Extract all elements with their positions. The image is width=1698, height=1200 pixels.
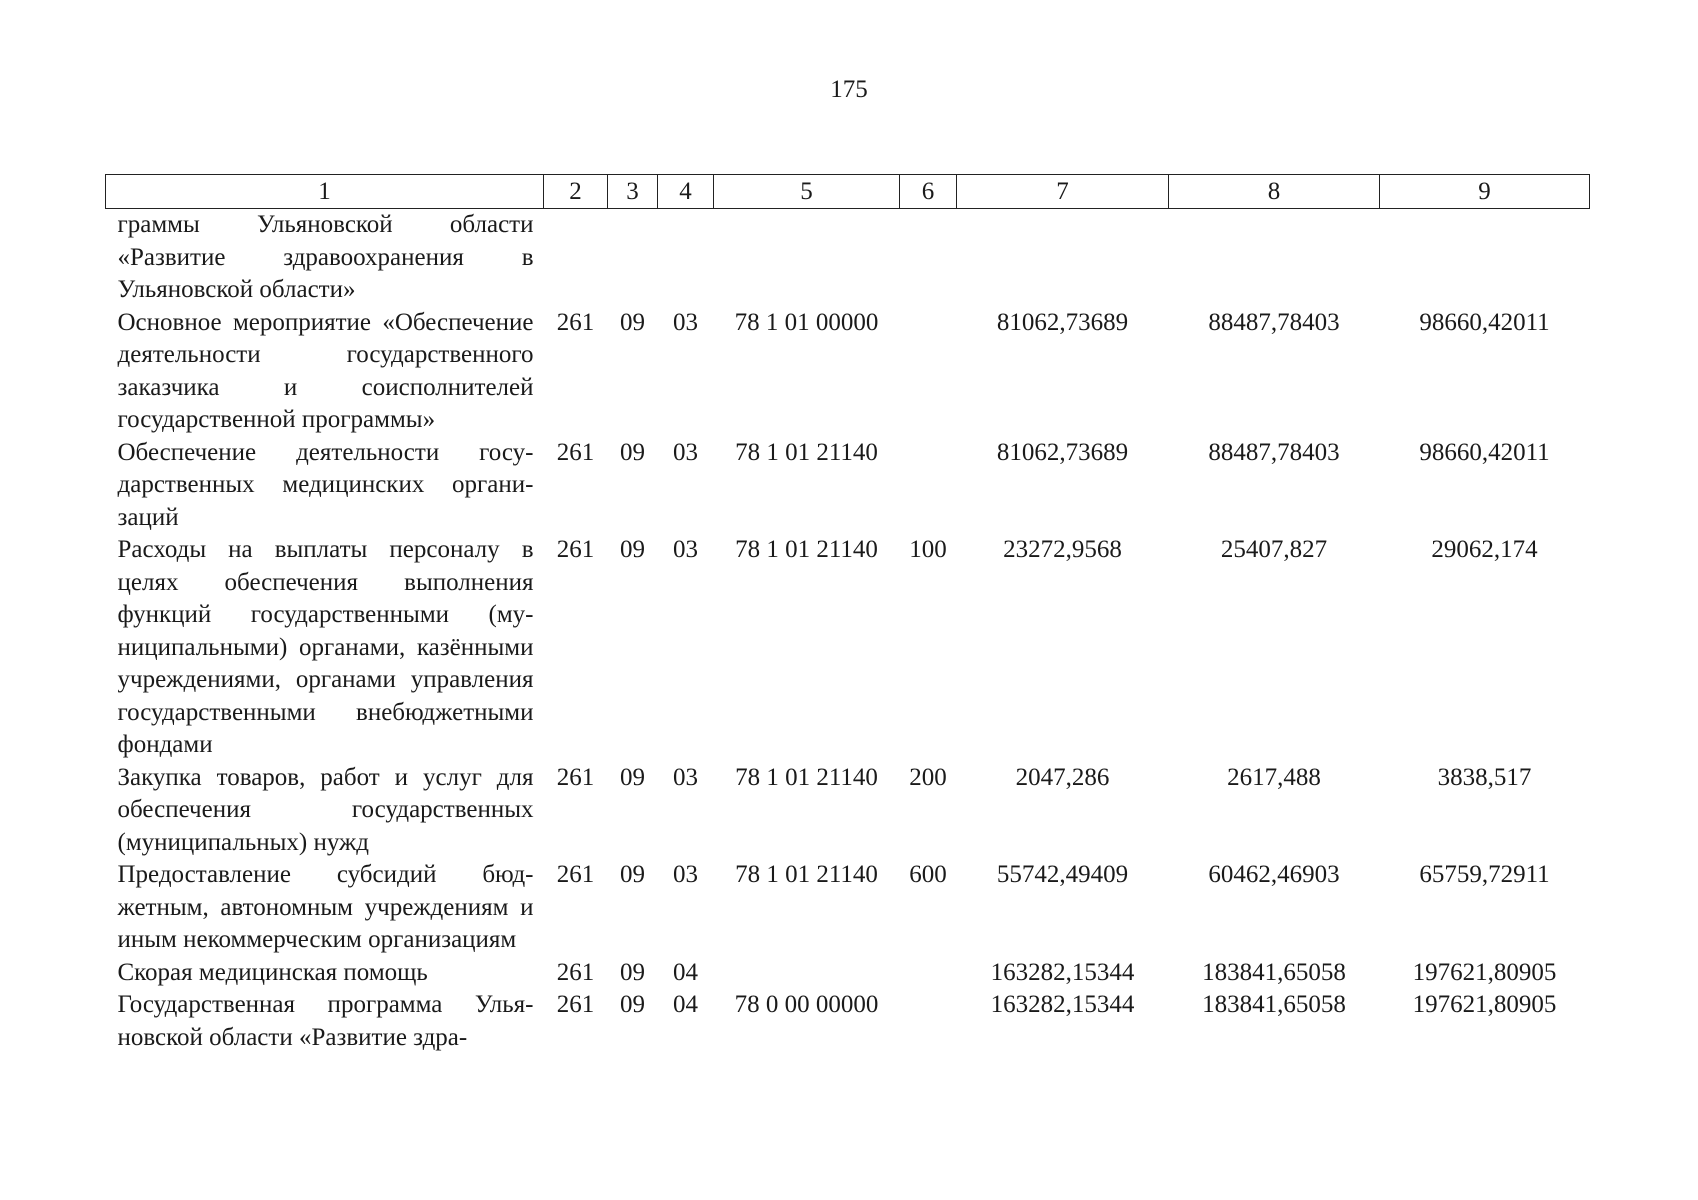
row-col-8: 88487,78403 xyxy=(1208,308,1340,336)
row-name: Обеспечение деятельности государственных медицинских организаций xyxy=(117,438,534,531)
row-col-8: 60462,46903 xyxy=(1208,861,1340,888)
table-row xyxy=(106,209,1590,307)
row-name: граммы Ульяновской области «Развитие здравоохранения в Ульяновской области» xyxy=(117,211,534,303)
row-name: Государственная программа Ульяновской области «Развитие здра- xyxy=(117,991,534,1051)
row-col-4 xyxy=(658,209,714,307)
table-row xyxy=(106,957,1590,990)
row-col-9: 98660,42011 xyxy=(1419,438,1550,466)
row-col-8: 183841,65058 xyxy=(1202,991,1346,1018)
row-col-7: 81062,73689 xyxy=(996,308,1129,336)
page-number: 175 xyxy=(830,76,868,103)
table-row xyxy=(106,859,1590,957)
row-col-7: 2047,286 xyxy=(1015,763,1110,791)
row-col-9: 197621,80905 xyxy=(1412,958,1557,986)
row-col-4: 03 xyxy=(673,763,698,791)
header-col-9: 9 xyxy=(1380,175,1590,209)
header-col-2: 2 xyxy=(544,175,608,209)
header-col-7: 7 xyxy=(957,175,1169,209)
row-col-9: 29062,174 xyxy=(1431,536,1538,563)
row-col-3: 09 xyxy=(620,763,645,791)
row-col-8: 88487,78403 xyxy=(1208,438,1340,466)
row-col-7: 163282,15344 xyxy=(990,991,1135,1018)
header-col-3: 3 xyxy=(608,175,658,209)
header-col-8: 8 xyxy=(1169,175,1380,209)
table-row xyxy=(106,989,1590,1054)
header-col-6: 6 xyxy=(900,175,957,209)
row-col-8 xyxy=(1169,209,1380,307)
row-col-5: 78 1 01 21140 xyxy=(735,438,878,466)
row-col-4: 04 xyxy=(673,991,698,1018)
row-col-8: 183841,65058 xyxy=(1202,958,1346,986)
row-col-7: 23272,9568 xyxy=(1003,536,1122,563)
row-col-5: 78 1 01 21140 xyxy=(735,763,878,791)
row-col-2: 261 xyxy=(556,308,595,336)
header-col-1: 1 xyxy=(106,175,544,209)
row-col-6 xyxy=(900,989,957,1054)
row-col-6: 600 xyxy=(909,861,947,888)
row-col-3: 09 xyxy=(620,991,645,1018)
row-col-9: 65759,72911 xyxy=(1419,861,1550,888)
row-col-9: 3838,517 xyxy=(1437,763,1532,791)
row-col-5: 78 1 01 21140 xyxy=(735,536,878,563)
row-col-8: 25407,827 xyxy=(1220,536,1328,563)
table-row xyxy=(106,534,1590,762)
row-col-7 xyxy=(957,209,1169,307)
row-col-5: 78 0 00 00000 xyxy=(734,991,879,1018)
row-col-2: 261 xyxy=(556,438,595,466)
row-col-2: 261 xyxy=(556,991,595,1018)
row-name: Основное мероприятие «Обеспечение деятельности государственного заказчика и соисполнителей государственной программы» xyxy=(117,308,534,433)
row-name: Скорая медицинская помощь xyxy=(117,958,428,986)
row-col-2: 261 xyxy=(556,861,595,888)
row-col-6: 100 xyxy=(909,536,947,563)
table-header xyxy=(106,175,1590,209)
row-col-5 xyxy=(714,209,900,307)
row-col-3: 09 xyxy=(620,536,645,563)
row-col-4: 03 xyxy=(673,308,698,336)
row-name: Расходы на выплаты персоналу в целях обеспечения выполнения функций государственными (муниципальными) органами, казёнными учреждениями, органами управления государственными внебюджетными фондами xyxy=(117,536,534,758)
row-col-2: 261 xyxy=(556,536,595,563)
row-col-6 xyxy=(900,437,957,535)
row-col-7: 55742,49409 xyxy=(996,861,1129,888)
row-col-4: 04 xyxy=(673,958,698,986)
row-col-3: 09 xyxy=(620,308,645,336)
row-col-4: 03 xyxy=(673,861,698,888)
row-col-6 xyxy=(900,957,957,990)
row-col-6: 200 xyxy=(909,763,947,791)
row-col-8: 2617,488 xyxy=(1227,763,1321,791)
row-col-3 xyxy=(608,209,658,307)
header-col-5: 5 xyxy=(714,175,900,209)
header-col-4: 4 xyxy=(658,175,714,209)
row-col-3: 09 xyxy=(620,958,645,986)
row-col-5: 78 1 01 21140 xyxy=(735,861,878,888)
table-row xyxy=(106,437,1590,535)
header-row xyxy=(106,175,1590,209)
budget-table xyxy=(105,174,1590,1054)
table-body xyxy=(106,209,1590,1055)
row-col-9: 98660,42011 xyxy=(1419,308,1550,336)
table-row xyxy=(106,307,1590,437)
row-col-6 xyxy=(900,307,957,437)
row-col-5: 78 1 01 00000 xyxy=(734,308,879,336)
row-col-5 xyxy=(714,957,900,990)
row-col-3: 09 xyxy=(620,861,645,888)
row-col-4: 03 xyxy=(673,536,698,563)
row-col-7: 163282,15344 xyxy=(990,958,1135,986)
row-col-2: 261 xyxy=(556,763,595,791)
row-name: Закупка товаров, работ и услуг для обеспечения государственных (муниципальных) нужд xyxy=(117,763,534,856)
row-name: Предоставление субсидий бюджетным, автономным учреждениям и иным некоммерческим организациям xyxy=(117,861,534,953)
row-col-2 xyxy=(544,209,608,307)
table-row xyxy=(106,762,1590,860)
row-col-9 xyxy=(1380,209,1590,307)
row-col-3: 09 xyxy=(620,438,645,466)
row-col-4: 03 xyxy=(673,438,698,466)
row-col-7: 81062,73689 xyxy=(996,438,1129,466)
row-col-6 xyxy=(900,209,957,307)
row-col-9: 197621,80905 xyxy=(1412,991,1557,1018)
row-col-2: 261 xyxy=(556,958,595,986)
